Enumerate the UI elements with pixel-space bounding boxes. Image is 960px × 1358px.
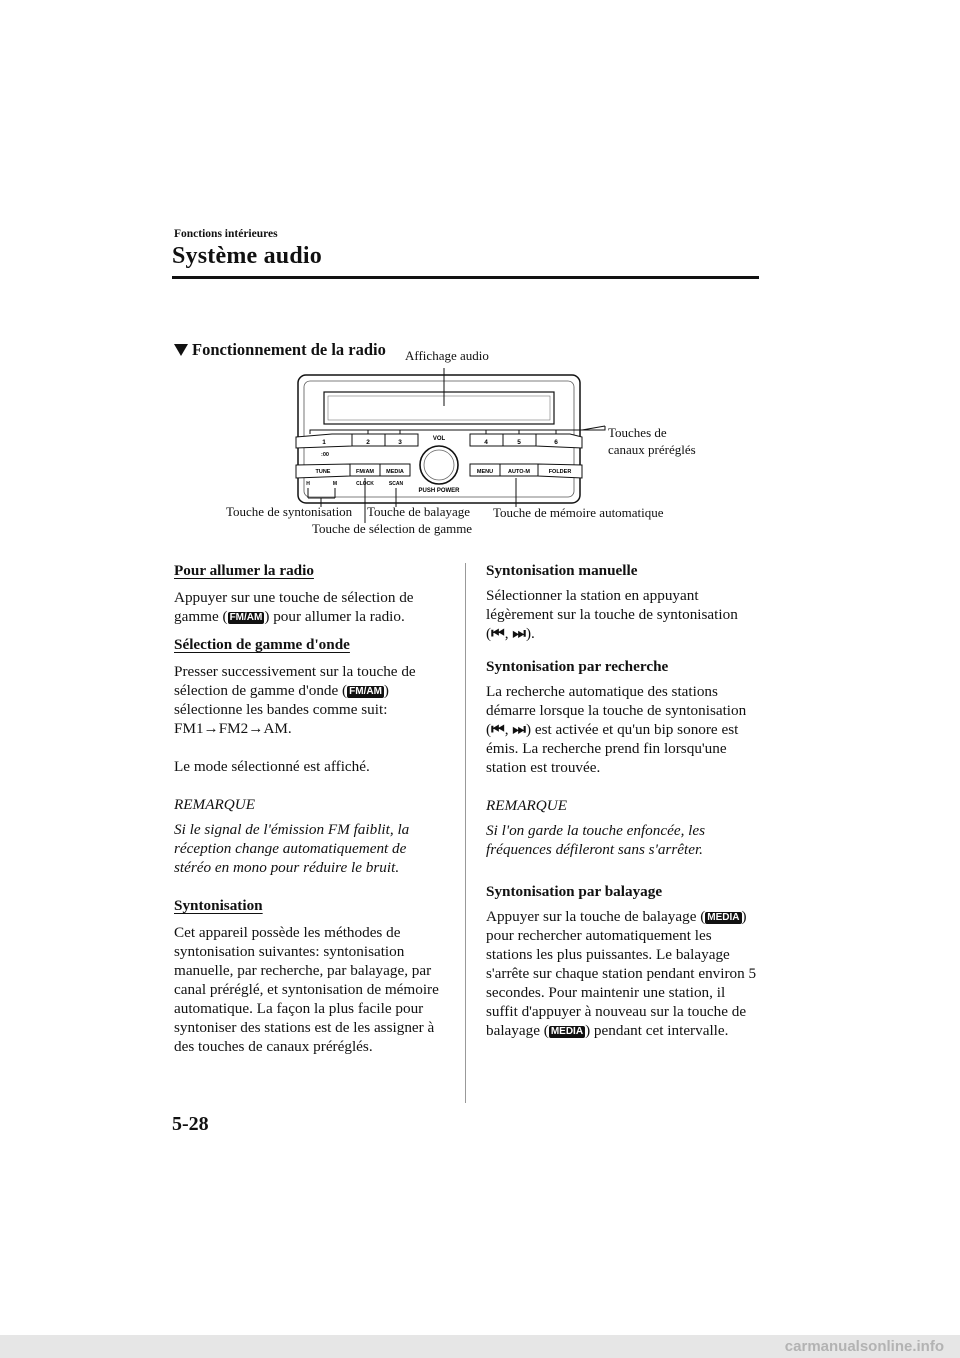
title-rule xyxy=(172,276,759,279)
callout-band-key: Touche de sélection de gamme xyxy=(312,521,473,536)
automem-key: AUTO-M xyxy=(508,469,530,475)
clock-minute-label: :00 xyxy=(321,452,329,458)
prev-track-icon: ⏮ xyxy=(491,721,505,738)
para-mode-shown: Le mode sélectionné est affiché. xyxy=(174,758,370,775)
heading-seek: Syntonisation par recherche xyxy=(486,658,669,675)
push-power-label: PUSH POWER xyxy=(418,488,460,494)
callout-scan-key: Touche de balayage xyxy=(367,504,471,519)
note-title: REMARQUE xyxy=(174,796,255,813)
next-track-icon: ⏭ xyxy=(512,721,526,738)
callout-tune-key: Touche de syntonisation xyxy=(226,504,353,519)
folder-key: FOLDER xyxy=(548,469,572,475)
heading-manual: Syntonisation manuelle xyxy=(486,562,638,579)
scan-label: SCAN xyxy=(388,481,404,487)
para-tuning: Cet appareil possède les méthodes de syntonisation suivantes: syntonisation manuelle, par recherche, par balayage, par canal préréglé, et syntonisation de mémoire automatique. La façon la plus facile pour syntoniser des stations est de les assigner à des touches de canaux préréglés. xyxy=(174,924,439,1055)
preset-key-1: 1 xyxy=(322,439,326,446)
section-title: Fonctionnement de la radio xyxy=(192,340,386,359)
left-column xyxy=(174,561,439,1056)
fmam-key: FM/AM xyxy=(355,469,375,475)
page-title: Système audio xyxy=(172,243,322,269)
hour-label: H xyxy=(306,481,310,487)
right-column xyxy=(486,561,758,1040)
page-number: 5-28 xyxy=(172,1113,209,1135)
callout-audio-display: Affichage audio xyxy=(405,348,489,363)
preset-key-3: 3 xyxy=(398,439,402,446)
next-track-icon: ⏭ xyxy=(512,625,526,642)
preset-key-5: 5 xyxy=(517,439,521,446)
watermark-link[interactable]: carmanualsonline.info xyxy=(784,1338,944,1355)
callout-preset-keys: Touches de canaux préréglés xyxy=(608,425,696,457)
callout-automem-key: Touche de mémoire automatique xyxy=(493,505,664,520)
menu-key: MENU xyxy=(476,469,494,475)
para-seek: La recherche automatique des stations démarre lorsque la touche de syntonisation (⏮, ⏭) est activée et qu'un bip sonore est émis. La recherche prend fin lorsqu'une station est trouvée. xyxy=(486,683,747,776)
fmam-key-icon: FM/AM xyxy=(229,612,263,623)
heading-scan: Syntonisation par balayage xyxy=(486,883,663,900)
fmam-key-icon: FM/AM xyxy=(349,686,382,697)
vol-label: VOL xyxy=(432,436,446,442)
media-key-icon: MEDIA xyxy=(707,912,740,923)
media-key-icon: MEDIA xyxy=(550,1026,584,1037)
tune-key: TUNE xyxy=(315,469,331,475)
note-text: Si le signal de l'émission FM faiblit, la réception change automatiquement de stéréo en mono pour réduire le bruit. xyxy=(174,821,410,876)
heading-band: Sélection de gamme d'onde xyxy=(174,636,350,653)
para-manual: Sélectionner la station en appuyant légèrement sur la touche de syntonisation (⏮, ⏭). xyxy=(486,587,738,642)
para-turn-on: Appuyer sur une touche de sélection de gamme ( FM/AM ) pour allumer la radio. xyxy=(174,589,414,625)
heading-tuning: Syntonisation xyxy=(174,897,263,914)
preset-key-2: 2 xyxy=(366,439,370,446)
column-divider xyxy=(465,563,466,1103)
note-text: Si l'on garde la touche enfoncée, les fréquences défileront sans s'arrêter. xyxy=(486,822,706,858)
prev-track-icon: ⏮ xyxy=(491,625,505,642)
minute-label: M xyxy=(332,481,338,487)
breadcrumb: Fonctions intérieures xyxy=(174,228,278,240)
triangle-down-icon xyxy=(174,344,188,356)
heading-turn-on: Pour allumer la radio xyxy=(174,562,314,579)
para-scan: Appuyer sur la touche de balayage ( MEDIA ) pour rechercher automatiquement les stations les plus puissantes. Le balayage s'arrête sur chaque station pendant environ 5 secondes. Pour maintenir une station, il suffit d'appuyer à nouveau sur la touche de balayage ( MEDIA ) pendant cet intervalle. xyxy=(486,908,757,1039)
volume-knob xyxy=(420,446,458,484)
note-title: REMARQUE xyxy=(486,797,567,814)
preset-key-4: 4 xyxy=(484,439,488,446)
clock-label: CLOCK xyxy=(356,481,374,487)
para-band: Presser successivement sur la touche de sélection de gamme d'onde ( FM/AM ) sélectionne les bandes comme suit: FM1→FM2→AM. xyxy=(174,663,416,737)
preset-key-6: 6 xyxy=(554,439,558,446)
media-key: MEDIA xyxy=(386,469,404,475)
